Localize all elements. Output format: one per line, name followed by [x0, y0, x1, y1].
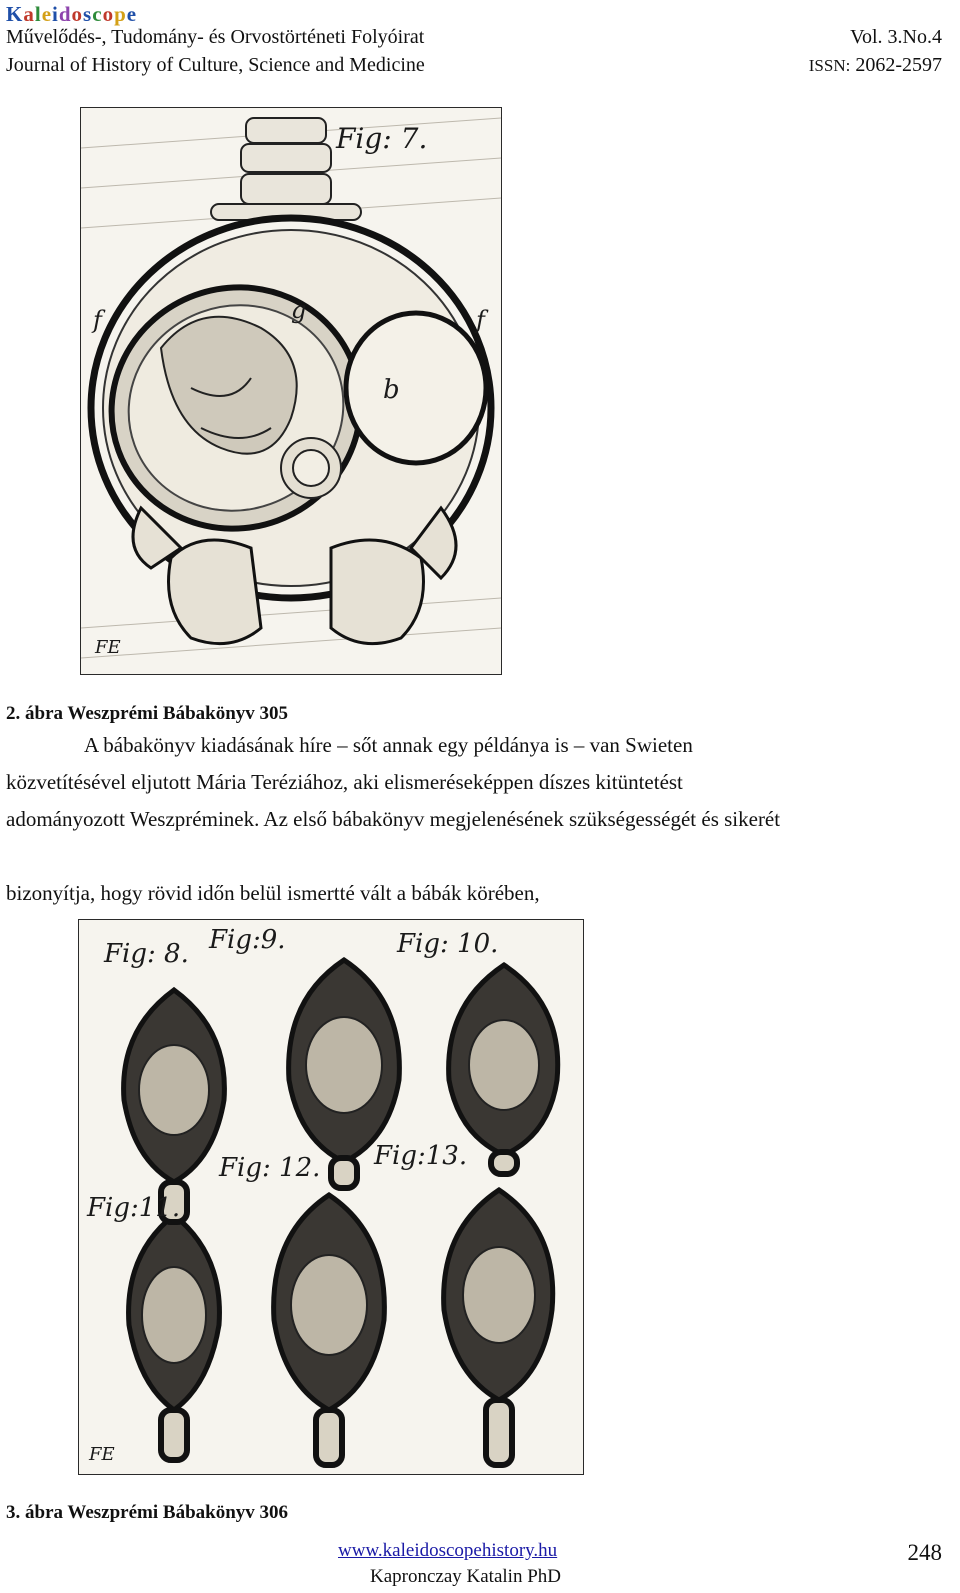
figure-1-caption: 2. ábra Weszprémi Bábakönyv 305 — [6, 703, 289, 724]
logo-letter: o — [71, 2, 84, 26]
svg-text:b: b — [383, 375, 400, 405]
logo-letter: o — [102, 2, 115, 26]
logo-letter: e — [41, 2, 53, 26]
logo-letter: c — [92, 2, 103, 26]
logo-letter: d — [58, 2, 72, 26]
figure-label-11: Fig:11. — [87, 1193, 181, 1223]
figure-1-label: Fig: 7. — [336, 122, 428, 155]
paragraph-line-1: A bábakönyv kiadásának híre – sőt annak egy példánya is – van Swieten — [84, 733, 693, 757]
logo-letter: i — [52, 2, 59, 26]
svg-text:g: g — [291, 296, 307, 324]
journal-logo — [6, 2, 137, 27]
svg-text:FE: FE — [95, 637, 121, 658]
paragraph-line-2: közvetítésével eljutott Mária Teréziához, aki elismeréseképpen díszes kitüntetést — [6, 770, 683, 794]
logo-letter: K — [6, 2, 24, 26]
svg-text:f: f — [93, 306, 102, 334]
paragraph-line-3: adományozott Weszpréminek. Az első bábakönyv megjelenésének szükségességét és sikerét — [6, 807, 781, 831]
journal-subtitle-hu: Művelődés-, Tudomány- és Orvostörténeti Folyóirat — [6, 26, 425, 48]
logo-letter: e — [126, 2, 138, 26]
journal-subtitle-en: Journal of History of Culture, Science and Medicine — [6, 54, 425, 76]
fetal-positions-illustration — [79, 920, 583, 1474]
figure-label-10: Fig: 10. — [397, 929, 499, 959]
figure-2-caption: 3. ábra Weszprémi Bábakönyv 306 — [6, 1502, 289, 1523]
logo-letter: p — [114, 2, 127, 26]
logo-letter: l — [34, 2, 42, 26]
logo-letter: a — [23, 2, 35, 26]
volume-number: Vol. 3.No.4 — [850, 26, 942, 48]
svg-text:FE: FE — [89, 1444, 115, 1465]
pelvis-fetus-illustration — [81, 108, 501, 674]
figure-label-8: Fig: 8. — [104, 939, 189, 969]
issn-label: ISSN: — [808, 56, 851, 75]
logo-letter: s — [83, 2, 93, 26]
website-link[interactable]: www.kaleidoscopehistory.hu — [338, 1540, 558, 1561]
page-number: 248 — [907, 1540, 942, 1565]
figure-label-12: Fig: 12. — [219, 1153, 321, 1183]
figure-label-13: Fig:13. — [374, 1141, 468, 1171]
author-name: Kapronczay Katalin PhD — [370, 1566, 561, 1587]
issn — [809, 54, 942, 77]
paragraph-line-4: bizonyítja, hogy rövid időn belül ismertté vált a bábák körében, — [6, 881, 540, 905]
issn-value: 2062-2597 — [855, 54, 942, 76]
figure-2-engraving — [78, 919, 584, 1475]
figure-1-engraving — [80, 107, 502, 675]
svg-text:f: f — [476, 306, 485, 334]
figure-label-9: Fig:9. — [209, 925, 286, 955]
